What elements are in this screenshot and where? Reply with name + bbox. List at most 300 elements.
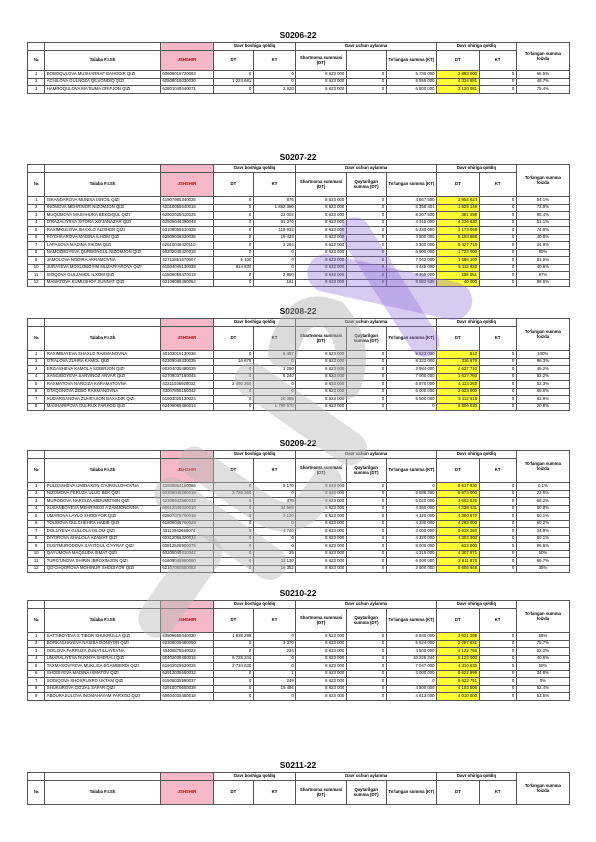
student-name: RAXIMBAYEVA SHAXLO RAXMANOVNA xyxy=(45,351,161,359)
paid-sum: 7 042 000 xyxy=(386,257,436,265)
row-number: 7 xyxy=(28,242,45,250)
table-row xyxy=(28,86,570,94)
debt-start-dt: 0 xyxy=(213,550,253,558)
paid-sum: 4 350 000 xyxy=(386,505,436,513)
table-row xyxy=(28,227,570,235)
debt-start-dt: 0 xyxy=(213,693,253,701)
paid-percent: 58% xyxy=(516,633,569,641)
debt-start-dt: 0 xyxy=(213,678,253,686)
group-header: Davr ohiriga qoldiq xyxy=(437,451,517,459)
jshshir-cell: 60204035480026 xyxy=(160,366,213,374)
table-row xyxy=(28,396,570,404)
table-row xyxy=(28,212,570,220)
group-header: Davr boshiga qoldiq xyxy=(213,601,295,609)
debt-start-dt: 0 xyxy=(213,640,253,648)
debt-start-dt: 0 xyxy=(213,219,253,227)
student-name: XUDARGANOVA ZUHRAXON BAXADIR QIZI xyxy=(45,396,161,404)
dt-header: DT xyxy=(213,459,253,483)
paid-header: To'langan summa (KT) xyxy=(386,327,436,351)
jshshir-cell: 40103016130036 xyxy=(160,351,213,359)
name-header: Talaba F.I.Sh xyxy=(45,609,161,633)
contract-sum: 8 623 000 xyxy=(296,264,346,272)
jshshir-cell: 40509665440030 xyxy=(160,633,213,641)
refund-sum: 0 xyxy=(346,78,386,86)
student-name: SATTIBOYEVA S TIBOR SHUKRULLA QIZI xyxy=(45,633,161,641)
paid-sum: 5 555 000 xyxy=(386,78,436,86)
debt-end-kt: 0 xyxy=(479,358,516,366)
jshshir-cell: 60308045280018 xyxy=(160,490,213,498)
debt-start-dt: 0 xyxy=(213,366,253,374)
debt-end-dt: 256 051 xyxy=(437,272,480,280)
debt-end-dt: 4 113 260 xyxy=(437,381,480,389)
debt-start-dt: 1 224 681 xyxy=(213,78,253,86)
refund-sum: 0 xyxy=(346,234,386,242)
jshshir-cell: 42712851670007 xyxy=(160,257,213,265)
student-name: MURODOVA NARGIZA ABDUMO'MIN QIZI xyxy=(45,498,161,506)
jshshir-cell: 42308942580032 xyxy=(160,498,213,506)
debt-end-kt: 0 xyxy=(479,234,516,242)
paid-percent: 22.6% xyxy=(516,490,569,498)
row-number: 7 xyxy=(28,396,45,404)
student-name: ACHILOVA GULNOZA QILVONDIQ QIZI xyxy=(45,78,161,86)
paid-percent: 75.4% xyxy=(516,86,569,94)
refund-sum: 0 xyxy=(346,663,386,671)
contract-sum: 8 623 000 xyxy=(296,219,346,227)
student-name: DIYOROVA SHALOLA AZAMAT QIZI xyxy=(45,535,161,543)
paid-percent: 51.1% xyxy=(516,219,569,227)
paid-sum: 6 970 000 xyxy=(386,381,436,389)
contract-sum: 8 623 000 xyxy=(296,279,346,287)
jshshir-cell: 62108085450064 xyxy=(160,279,213,287)
paid-percent: 99.5% xyxy=(516,279,569,287)
paid-sum: 0 xyxy=(386,403,436,411)
row-number: 2 xyxy=(28,640,45,648)
student-name: O'RALOVA ZUHRA KAMOL QIZI xyxy=(45,358,161,366)
debt-end-kt: 0 xyxy=(479,535,516,543)
row-number: 2 xyxy=(28,490,45,498)
debt-end-kt: 0 xyxy=(479,272,516,280)
row-number: 9 xyxy=(28,693,45,701)
debt-start-kt: 0 xyxy=(253,257,296,265)
jshshir-cell: 61603025120024 xyxy=(160,396,213,404)
refund-sum: 0 xyxy=(346,257,386,265)
refund-sum: 0 xyxy=(346,550,386,558)
debt-start-kt: 0 xyxy=(253,358,296,366)
table-row xyxy=(28,242,570,250)
debt-start-kt: 11 130 xyxy=(253,558,296,566)
refund-sum: 0 xyxy=(346,351,386,359)
kt-header: KT xyxy=(253,173,296,197)
jshshir-cell: 40112942650074 xyxy=(160,528,213,536)
table-row xyxy=(28,403,570,411)
refund-sum: 0 xyxy=(346,513,386,521)
paid-sum: 4 320 000 xyxy=(386,535,436,543)
jshshir-cell: 62505036320035 xyxy=(160,234,213,242)
table-row xyxy=(28,219,570,227)
refund-sum: 0 xyxy=(346,388,386,396)
row-number: 1 xyxy=(28,71,45,79)
paid-sum: 4 613 000 xyxy=(386,693,436,701)
group-header: Davr ohiriga qoldiq xyxy=(437,319,517,327)
dt-header: DT xyxy=(437,327,480,351)
debt-start-kt: 10 385 xyxy=(253,396,296,404)
debt-end-kt: 0 xyxy=(479,505,516,513)
debt-start-kt: 34 569 xyxy=(253,505,296,513)
debt-end-dt: 4 637 710 xyxy=(437,366,480,374)
contract-sum: 8 623 000 xyxy=(296,520,346,528)
debt-end-kt: 0 xyxy=(479,351,516,359)
refund-header: Qaytarilgan summa (DT) xyxy=(346,459,386,483)
debt-start-dt: 0 xyxy=(213,279,253,287)
name-header: Talaba F.I.Sh xyxy=(45,51,161,71)
debt-start-dt: 0 xyxy=(213,520,253,528)
paid-percent: 66.5% xyxy=(516,71,569,79)
jshshir-cell: 62607075700018 xyxy=(160,513,213,521)
table-row xyxy=(28,528,570,536)
student-name: DUSTMURODOVA XAYITGUL G'AYRAT QIZI xyxy=(45,543,161,551)
dt-header: DT xyxy=(213,173,253,197)
paid-percent: 50.1% xyxy=(516,535,569,543)
refund-sum: 0 xyxy=(346,685,386,693)
refund-sum: 0 xyxy=(346,505,386,513)
refund-sum: 0 xyxy=(346,396,386,404)
debt-end-kt: 0 xyxy=(479,403,516,411)
student-name: XUSANBOYEVA MEHRINISO A'ZAMJONOVNA xyxy=(45,505,161,513)
student-name: JAMOLOVA NODIRA AKRAMOVNA xyxy=(45,257,161,265)
debt-start-dt: 0 xyxy=(213,227,253,235)
contract-sum: 8 623 000 xyxy=(296,633,346,641)
contract-header: Shartnoma summasi (DT) xyxy=(296,51,346,71)
jshshir-cell: 63108055510028 xyxy=(160,227,213,235)
debt-start-kt: 0 xyxy=(253,264,296,272)
contract-sum: 8 623 000 xyxy=(296,685,346,693)
paid-percent: 53.5% xyxy=(516,693,569,701)
table-row xyxy=(28,373,570,381)
debt-end-dt: 4 310 630 xyxy=(437,663,480,671)
paid-percent: 40.6% xyxy=(516,655,569,663)
debt-start-dt: 2 734 630 xyxy=(213,663,253,671)
debt-start-kt: 876 xyxy=(253,197,296,205)
contract-sum: 8 623 000 xyxy=(296,655,346,663)
name-header: Talaba F.I.Sh xyxy=(45,781,161,805)
paid-percent: 100% xyxy=(516,351,569,359)
debt-end-kt: 0 xyxy=(479,558,516,566)
group-header: Davr ohiriga qoldiq xyxy=(437,601,517,609)
debt-end-kt: 0 xyxy=(479,648,516,656)
paid-header: To'langan summa (KT) xyxy=(386,609,436,633)
student-name: TURG'UNOVA SHIRIN IBROXIMJON QIZI xyxy=(45,558,161,566)
table-row xyxy=(28,550,570,558)
refund-sum: 0 xyxy=(346,670,386,678)
paid-sum: 5 688 260 xyxy=(386,490,436,498)
debt-end-dt: 2 893 000 xyxy=(437,71,480,79)
jshshir-cell: 60812525900075 xyxy=(160,543,213,551)
row-number: 1 xyxy=(28,351,45,359)
debt-start-kt: 0 xyxy=(253,693,296,701)
paid-percent: 52.3% xyxy=(516,381,569,389)
debt-end-dt: 8 622 751 xyxy=(437,678,480,686)
paid-percent: 96.3% xyxy=(516,358,569,366)
jshshir-header: JSHSHIR xyxy=(160,51,213,71)
table-row xyxy=(28,678,570,686)
table-row xyxy=(28,279,570,287)
table-row xyxy=(28,663,570,671)
debt-start-dt: 1 838 298 xyxy=(213,633,253,641)
student-name: BORKASHAYEVA NASIBA DONIYOR QIZI xyxy=(45,640,161,648)
student-name: OTAQONOVA ZEBO RAXMANOVNA xyxy=(45,388,161,396)
jshshir-cell: 62107050550083 xyxy=(160,565,213,573)
debt-end-kt: 0 xyxy=(479,264,516,272)
dt-header: DT xyxy=(437,609,480,633)
paid-sum: 6 524 000 xyxy=(386,640,436,648)
row-number: 2 xyxy=(28,204,45,212)
jshshir-cell: 41808864160066 xyxy=(160,483,213,491)
debt-end-dt: 623 000 xyxy=(437,543,480,551)
refund-sum: 0 xyxy=(346,219,386,227)
row-number: 8 xyxy=(28,685,45,693)
dt-header: DT xyxy=(213,327,253,351)
debt-end-dt: 4 238 431 xyxy=(437,505,480,513)
debt-end-dt: 4 216 630 xyxy=(437,219,480,227)
paid-sum: 8 582 539 xyxy=(386,279,436,287)
debt-start-dt: 0 xyxy=(213,685,253,693)
debt-end-dt: 8 617 830 xyxy=(437,483,480,491)
debt-end-kt: 0 xyxy=(479,242,516,250)
paid-header: To'langan summa (KT) xyxy=(386,173,436,197)
student-name: ODILOVA FARRUZA ZUNATILLAYEVNA xyxy=(45,648,161,656)
student-name: RAXMATOVA NARGIZA KARAMATOVNA xyxy=(45,381,161,389)
group-header: Davr uchun aylanma xyxy=(296,451,437,459)
paid-sum: 6 900 000 xyxy=(386,249,436,257)
refund-header: Qaytarilgan summa (DT) xyxy=(346,327,386,351)
contract-sum: 8 623 000 xyxy=(296,535,346,543)
refund-sum: 0 xyxy=(346,640,386,648)
percent-header: To'langan summa foizda xyxy=(516,165,569,197)
debt-end-dt: 4 303 000 xyxy=(437,535,480,543)
debt-end-kt: 0 xyxy=(479,212,516,220)
table-row xyxy=(28,71,570,79)
debt-end-kt: 0 xyxy=(479,640,516,648)
debt-end-kt: 0 xyxy=(479,257,516,265)
debt-start-kt: 91 370 xyxy=(253,219,296,227)
contract-sum: 8 623 000 xyxy=(296,227,346,235)
row-number: 5 xyxy=(28,381,45,389)
jshshir-cell: 60402035450016 xyxy=(160,655,213,663)
refund-sum: 0 xyxy=(346,86,386,94)
contract-sum: 8 623 000 xyxy=(296,351,346,359)
contract-sum: 8 623 000 xyxy=(296,663,346,671)
row-number: 11 xyxy=(28,272,45,280)
paid-sum: 5 500 000 xyxy=(386,396,436,404)
contract-sum: 8 623 000 xyxy=(296,234,346,242)
debt-start-kt: 1 xyxy=(253,670,296,678)
paid-percent: 52.2% xyxy=(516,648,569,656)
refund-sum: 0 xyxy=(346,197,386,205)
table-row xyxy=(28,685,570,693)
student-name: HAMROQULOVA MA'SUMA ORIFJON QIZI xyxy=(45,86,161,94)
dt-header: DT xyxy=(437,781,480,805)
debt-start-dt: 0 xyxy=(213,565,253,573)
student-table xyxy=(27,164,570,287)
jshshir-cell: 61504045130038 xyxy=(160,264,213,272)
debt-start-kt: 2 950 xyxy=(253,272,296,280)
table-row xyxy=(28,272,570,280)
contract-sum: 8 623 000 xyxy=(296,388,346,396)
debt-end-dt: 1 586 100 xyxy=(437,257,480,265)
student-name: NAMOZBOYEVA QURBONGUL NIZOMJON QIZI xyxy=(45,249,161,257)
paid-percent: 34.9% xyxy=(516,242,569,250)
row-number: 5 xyxy=(28,227,45,235)
contract-sum: 8 623 000 xyxy=(296,272,346,280)
contract-sum: 8 623 000 xyxy=(296,648,346,656)
debt-end-dt: 5 103 568 xyxy=(437,234,480,242)
contract-sum: 8 623 000 xyxy=(296,71,346,79)
table-row xyxy=(28,505,570,513)
row-number: 8 xyxy=(28,249,45,257)
table-row xyxy=(28,633,570,641)
table-row xyxy=(28,358,570,366)
paid-sum: 8 365 000 xyxy=(386,272,436,280)
jshshir-cell: 62912035650032 xyxy=(160,670,213,678)
debt-end-kt: 0 xyxy=(479,633,516,641)
debt-start-dt: 0 xyxy=(213,249,253,257)
paid-header: To'langan summa (KT) xyxy=(386,459,436,483)
jshshir-cell: 60202045420018 xyxy=(160,249,213,257)
debt-start-kt: 0 xyxy=(253,381,296,389)
table-row xyxy=(28,543,570,551)
paid-percent: 35% xyxy=(516,565,569,573)
refund-sum: 0 xyxy=(346,227,386,235)
row-number: 3 xyxy=(28,212,45,220)
debt-start-kt: 0 xyxy=(253,490,296,498)
refund-header: Qaytarilgan summa (DT) xyxy=(346,173,386,197)
group-header: Davr boshiga qoldiq xyxy=(213,165,295,173)
paid-percent: 82.2% xyxy=(516,373,569,381)
debt-end-dt: 2 623 000 xyxy=(437,388,480,396)
paid-sum: 4 500 000 xyxy=(386,648,436,656)
jshshir-cell: 40406875540022 xyxy=(160,648,213,656)
student-name: QO'CHQOROVA MOHINUR SHODIYOR QIZI xyxy=(45,565,161,573)
jshshir-cell: 42010055540016 xyxy=(160,204,213,212)
paid-sum: 3 000 000 xyxy=(386,565,436,573)
debt-start-dt: 16 679 xyxy=(213,358,253,366)
jshshir-cell: 61506035590037 xyxy=(160,678,213,686)
debt-end-dt: 3 112 615 xyxy=(437,396,480,404)
paid-percent: 96.5% xyxy=(516,543,569,551)
group-header: Davr boshiga qoldiq xyxy=(213,43,295,51)
debt-end-kt: 0 xyxy=(479,685,516,693)
debt-start-dt: 0 xyxy=(213,242,253,250)
paid-percent: 20.8% xyxy=(516,403,569,411)
student-name: RAXIMKULOVA SHAXLO ALISHER QIZI xyxy=(45,227,161,235)
table-row xyxy=(28,498,570,506)
debt-start-kt: 2 920 xyxy=(253,86,296,94)
debt-start-kt: 0 xyxy=(253,71,296,79)
row-number: 3 xyxy=(28,648,45,656)
debt-start-kt: 0 xyxy=(253,249,296,257)
jshshir-cell: 62709037160045 xyxy=(160,373,213,381)
contract-sum: 8 623 000 xyxy=(296,640,346,648)
refund-sum: 0 xyxy=(346,212,386,220)
paid-sum: 6 500 000 xyxy=(386,86,436,94)
contract-sum: 8 623 000 xyxy=(296,78,346,86)
refund-sum: 0 xyxy=(346,648,386,656)
student-name: UMARALIYEVA RUXNYA SHERALI QIZI xyxy=(45,655,161,663)
debt-start-kt: 5 487 xyxy=(253,351,296,359)
group-header: Davr boshiga qoldiq xyxy=(213,773,295,781)
refund-header xyxy=(346,51,386,71)
name-header: Talaba F.I.Sh xyxy=(45,173,161,197)
kt-header: KT xyxy=(253,781,296,805)
refund-sum: 0 xyxy=(346,655,386,663)
jshshir-header: JSHSHIR xyxy=(160,609,213,633)
debt-end-kt: 0 xyxy=(479,396,516,404)
debt-start-kt: 5 170 xyxy=(253,483,296,491)
contract-sum: 8 623 000 xyxy=(296,543,346,551)
table-row xyxy=(28,670,570,678)
nr-header: № xyxy=(28,781,45,805)
debt-end-dt: 316 679 xyxy=(437,358,480,366)
table-row xyxy=(28,640,570,648)
debt-end-dt: 3 621 298 xyxy=(437,633,480,641)
refund-sum: 0 xyxy=(346,249,386,257)
paid-percent: 34.8% xyxy=(516,670,569,678)
student-name: SODIQOVA SHOXRUXRO UKTAM QIZI xyxy=(45,678,161,686)
student-table xyxy=(27,600,570,701)
paid-sum: 5 020 000 xyxy=(386,498,436,506)
paid-sum: 8 000 000 xyxy=(386,543,436,551)
student-name: XANGIBOYEVA SARVINOZ ANVAR QIZI xyxy=(45,373,161,381)
jshshir-header: JSHSHIR xyxy=(160,327,213,351)
student-name: LAPASOVA MADINA XIKOM QIZI xyxy=(45,242,161,250)
row-number: 4 xyxy=(28,655,45,663)
contract-header: Shartnoma summasi (DT) xyxy=(296,459,346,483)
table-row xyxy=(28,655,570,663)
jshshir-header: JSHSHIR xyxy=(160,173,213,197)
contract-sum: 8 623 000 xyxy=(296,373,346,381)
debt-start-dt: 0 xyxy=(213,212,253,220)
debt-end-kt: 0 xyxy=(479,86,516,94)
jshshir-cell: 42910076600038 xyxy=(160,685,213,693)
debt-end-dt: 4 307 971 xyxy=(437,550,480,558)
debt-end-dt: 3 954 624 xyxy=(437,197,480,205)
paid-sum: 6 840 000 xyxy=(386,633,436,641)
kt-header: KT xyxy=(479,327,516,351)
jshshir-cell: 60312056320034 xyxy=(160,535,213,543)
table-row xyxy=(28,513,570,521)
contract-sum: 8 623 000 xyxy=(296,403,346,411)
contract-sum: 8 623 000 xyxy=(296,558,346,566)
debt-start-kt: 0 xyxy=(253,388,296,396)
debt-end-kt: 0 xyxy=(479,490,516,498)
debt-end-kt: 0 xyxy=(479,655,516,663)
kt-header: KT xyxy=(253,51,296,71)
debt-end-kt: 0 xyxy=(479,543,516,551)
nr-header: № xyxy=(28,327,45,351)
paid-sum: 4 320 000 xyxy=(386,513,436,521)
student-name: O'RAZALIYEVA SITORA XO'JANAZAR QIZI xyxy=(45,219,161,227)
debt-start-kt: 16 352 xyxy=(253,565,296,573)
table-row xyxy=(28,535,570,543)
debt-end-kt: 0 xyxy=(479,366,516,374)
table-row xyxy=(28,520,570,528)
kt-header: KT xyxy=(253,459,296,483)
table-row xyxy=(28,558,570,566)
kt-header: KT xyxy=(479,173,516,197)
student-name: KO'CHKAROVA MADINA ILHOM QIZI xyxy=(45,234,161,242)
paid-percent: 50% xyxy=(516,663,569,671)
refund-sum: 0 xyxy=(346,358,386,366)
